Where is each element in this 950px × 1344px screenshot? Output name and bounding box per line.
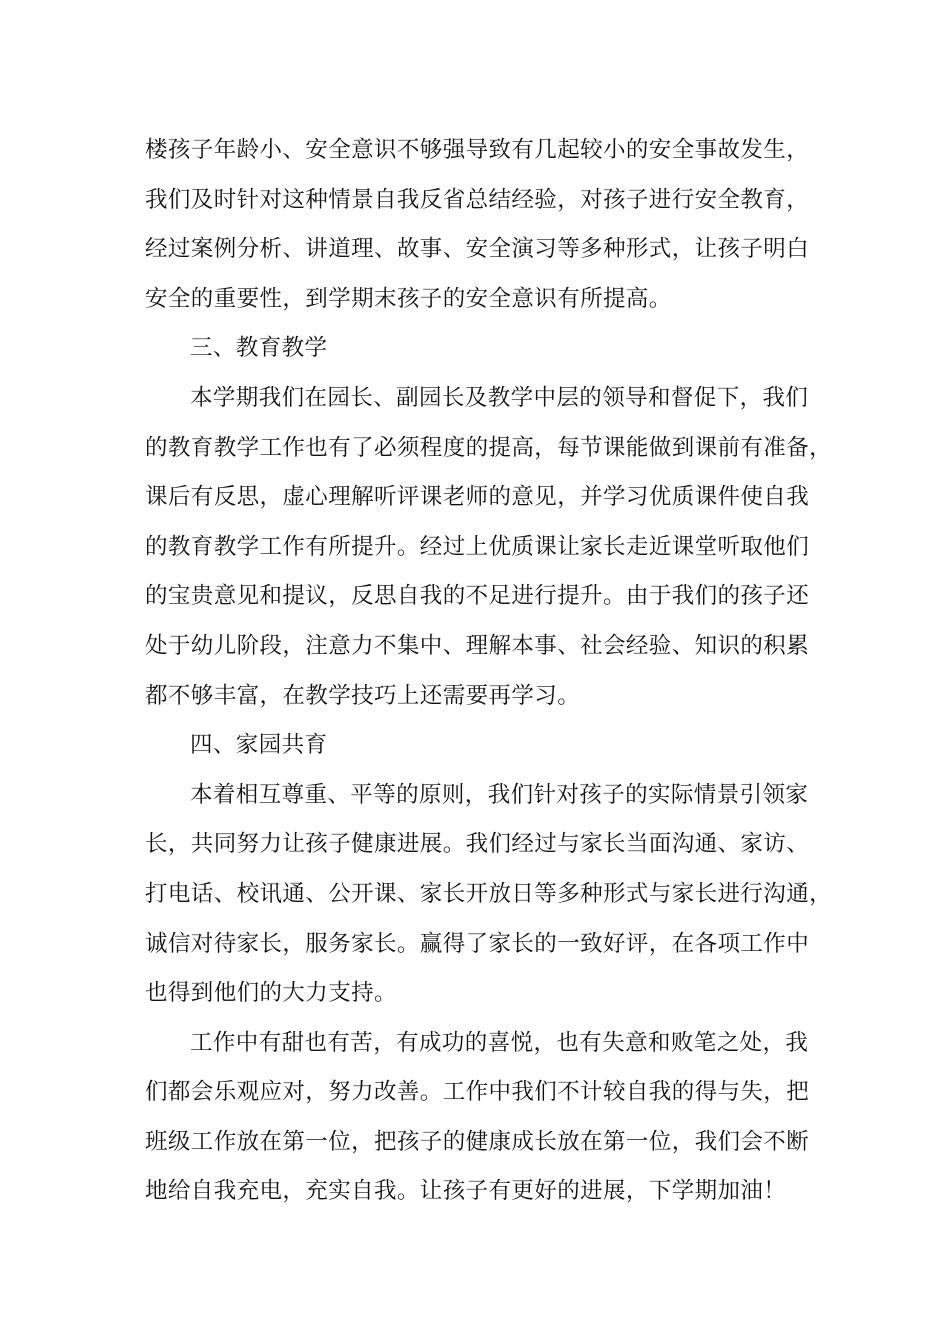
document-body bbox=[145, 126, 835, 1217]
text-line: 长，共同努力让孩子健康进展。我们经过与家长当面沟通、家访、 bbox=[145, 831, 810, 858]
paragraph-first-line: 工作中有甜也有苦，有成功的喜悦，也有失意和败笔之处，我 bbox=[190, 1029, 809, 1056]
text-line: 我们及时针对这种情景自我反省总结经验，对孩子进行安全教育， bbox=[145, 186, 810, 213]
text-line: 的宝贵意见和提议，反思自我的不足进行提升。由于我们的孩子还 bbox=[145, 583, 810, 610]
text-line: 处于幼儿阶段，注意力不集中、理解本事、社会经验、知识的积累 bbox=[145, 632, 810, 659]
text-line: 都不够丰富，在教学技巧上还需要再学习。 bbox=[145, 682, 581, 709]
text-line: 的教育教学工作也有了必须程度的提高，每节课能做到课前有准备， bbox=[145, 434, 833, 461]
paragraph-first-line: 本学期我们在园长、副园长及教学中层的领导和督促下，我们 bbox=[190, 384, 809, 411]
text-line: 课后有反思，虚心理解听评课老师的意见，并学习优质课件使自我 bbox=[145, 484, 810, 511]
paragraph-first-line: 四、家园共育 bbox=[190, 732, 328, 759]
text-line: 诚信对待家长，服务家长。赢得了家长的一致好评，在各项工作中 bbox=[145, 930, 810, 957]
text-line: 的教育教学工作有所提升。经过上优质课让家长走近课堂听取他们 bbox=[145, 533, 810, 560]
text-line: 经过案例分析、讲道理、故事、安全演习等多种形式，让孩子明白 bbox=[145, 236, 810, 263]
text-line: 地给自我充电，充实自我。让孩子有更好的进展，下学期加油！ bbox=[145, 1178, 787, 1205]
text-line: 安全的重要性，到学期末孩子的安全意识有所提高。 bbox=[145, 285, 672, 312]
text-line: 打电话、校讯通、公开课、家长开放日等多种形式与家长进行沟通， bbox=[145, 880, 833, 907]
paragraph-first-line: 三、教育教学 bbox=[190, 335, 328, 362]
text-line: 班级工作放在第一位，把孩子的健康成长放在第一位，我们会不断 bbox=[145, 1128, 810, 1155]
text-line: 楼孩子年龄小、安全意识不够强导致有几起较小的安全事故发生， bbox=[145, 137, 810, 163]
paragraph-first-line: 本着相互尊重、平等的原则，我们针对孩子的实际情景引领家 bbox=[190, 781, 809, 808]
text-line: 也得到他们的大力支持。 bbox=[145, 980, 397, 1007]
text-line: 们都会乐观应对，努力改善。工作中我们不计较自我的得与失，把 bbox=[145, 1079, 810, 1106]
